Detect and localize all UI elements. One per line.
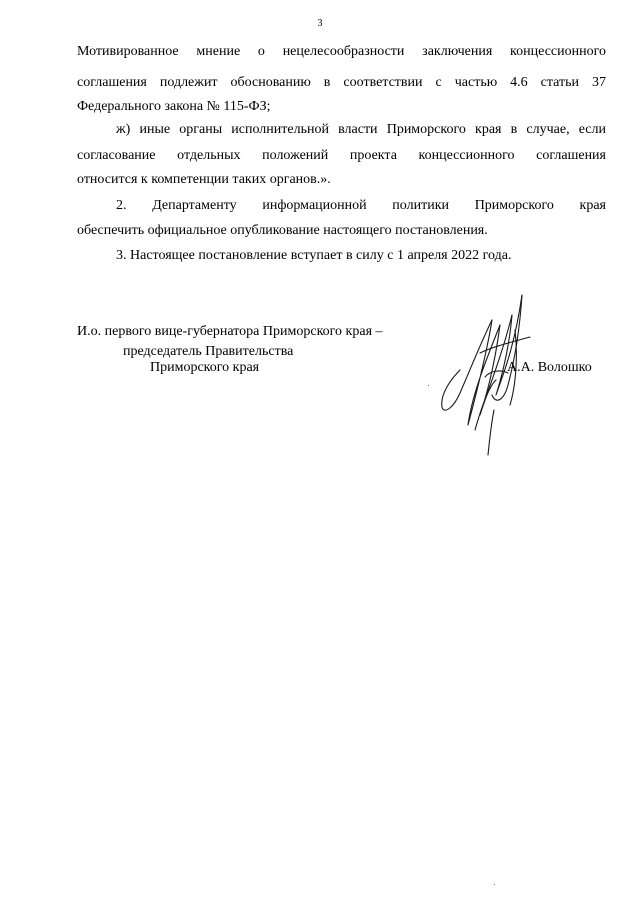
scan-speck (494, 884, 495, 885)
paragraph-line-7: 2. Департаменту информационной политики Приморского края (116, 198, 606, 213)
signature-title-line-1: И.о. первого вице-губернатора Приморского края – (77, 324, 383, 339)
paragraph-line-1: Мотивированное мнение о нецелесообразности заключения концессионного (77, 44, 606, 59)
paragraph-line-9: 3. Настоящее постановление вступает в силу с 1 апреля 2022 года. (116, 248, 512, 263)
scan-speck (428, 385, 429, 386)
paragraph-line-8: обеспечить официальное опубликование настоящего постановления. (77, 223, 488, 238)
paragraph-line-4: ж) иные органы исполнительной власти Приморского края в случае, если (116, 122, 606, 137)
signature-title-line-3: Приморского края (150, 360, 260, 375)
signature-title-line-2: председатель Правительства (123, 344, 294, 359)
signatory-name: А.А. Волошко (507, 360, 592, 375)
paragraph-line-5: согласование отдельных положений проекта концессионного соглашения (77, 148, 606, 163)
paragraph-line-2: соглашения подлежит обоснованию в соответствии с частью 4.6 статьи 37 (77, 75, 606, 90)
page-number: 3 (317, 18, 323, 29)
paragraph-line-3: Федерального закона № 115-ФЗ; (77, 99, 271, 114)
paragraph-line-6: относится к компетенции таких органов.». (77, 172, 331, 187)
